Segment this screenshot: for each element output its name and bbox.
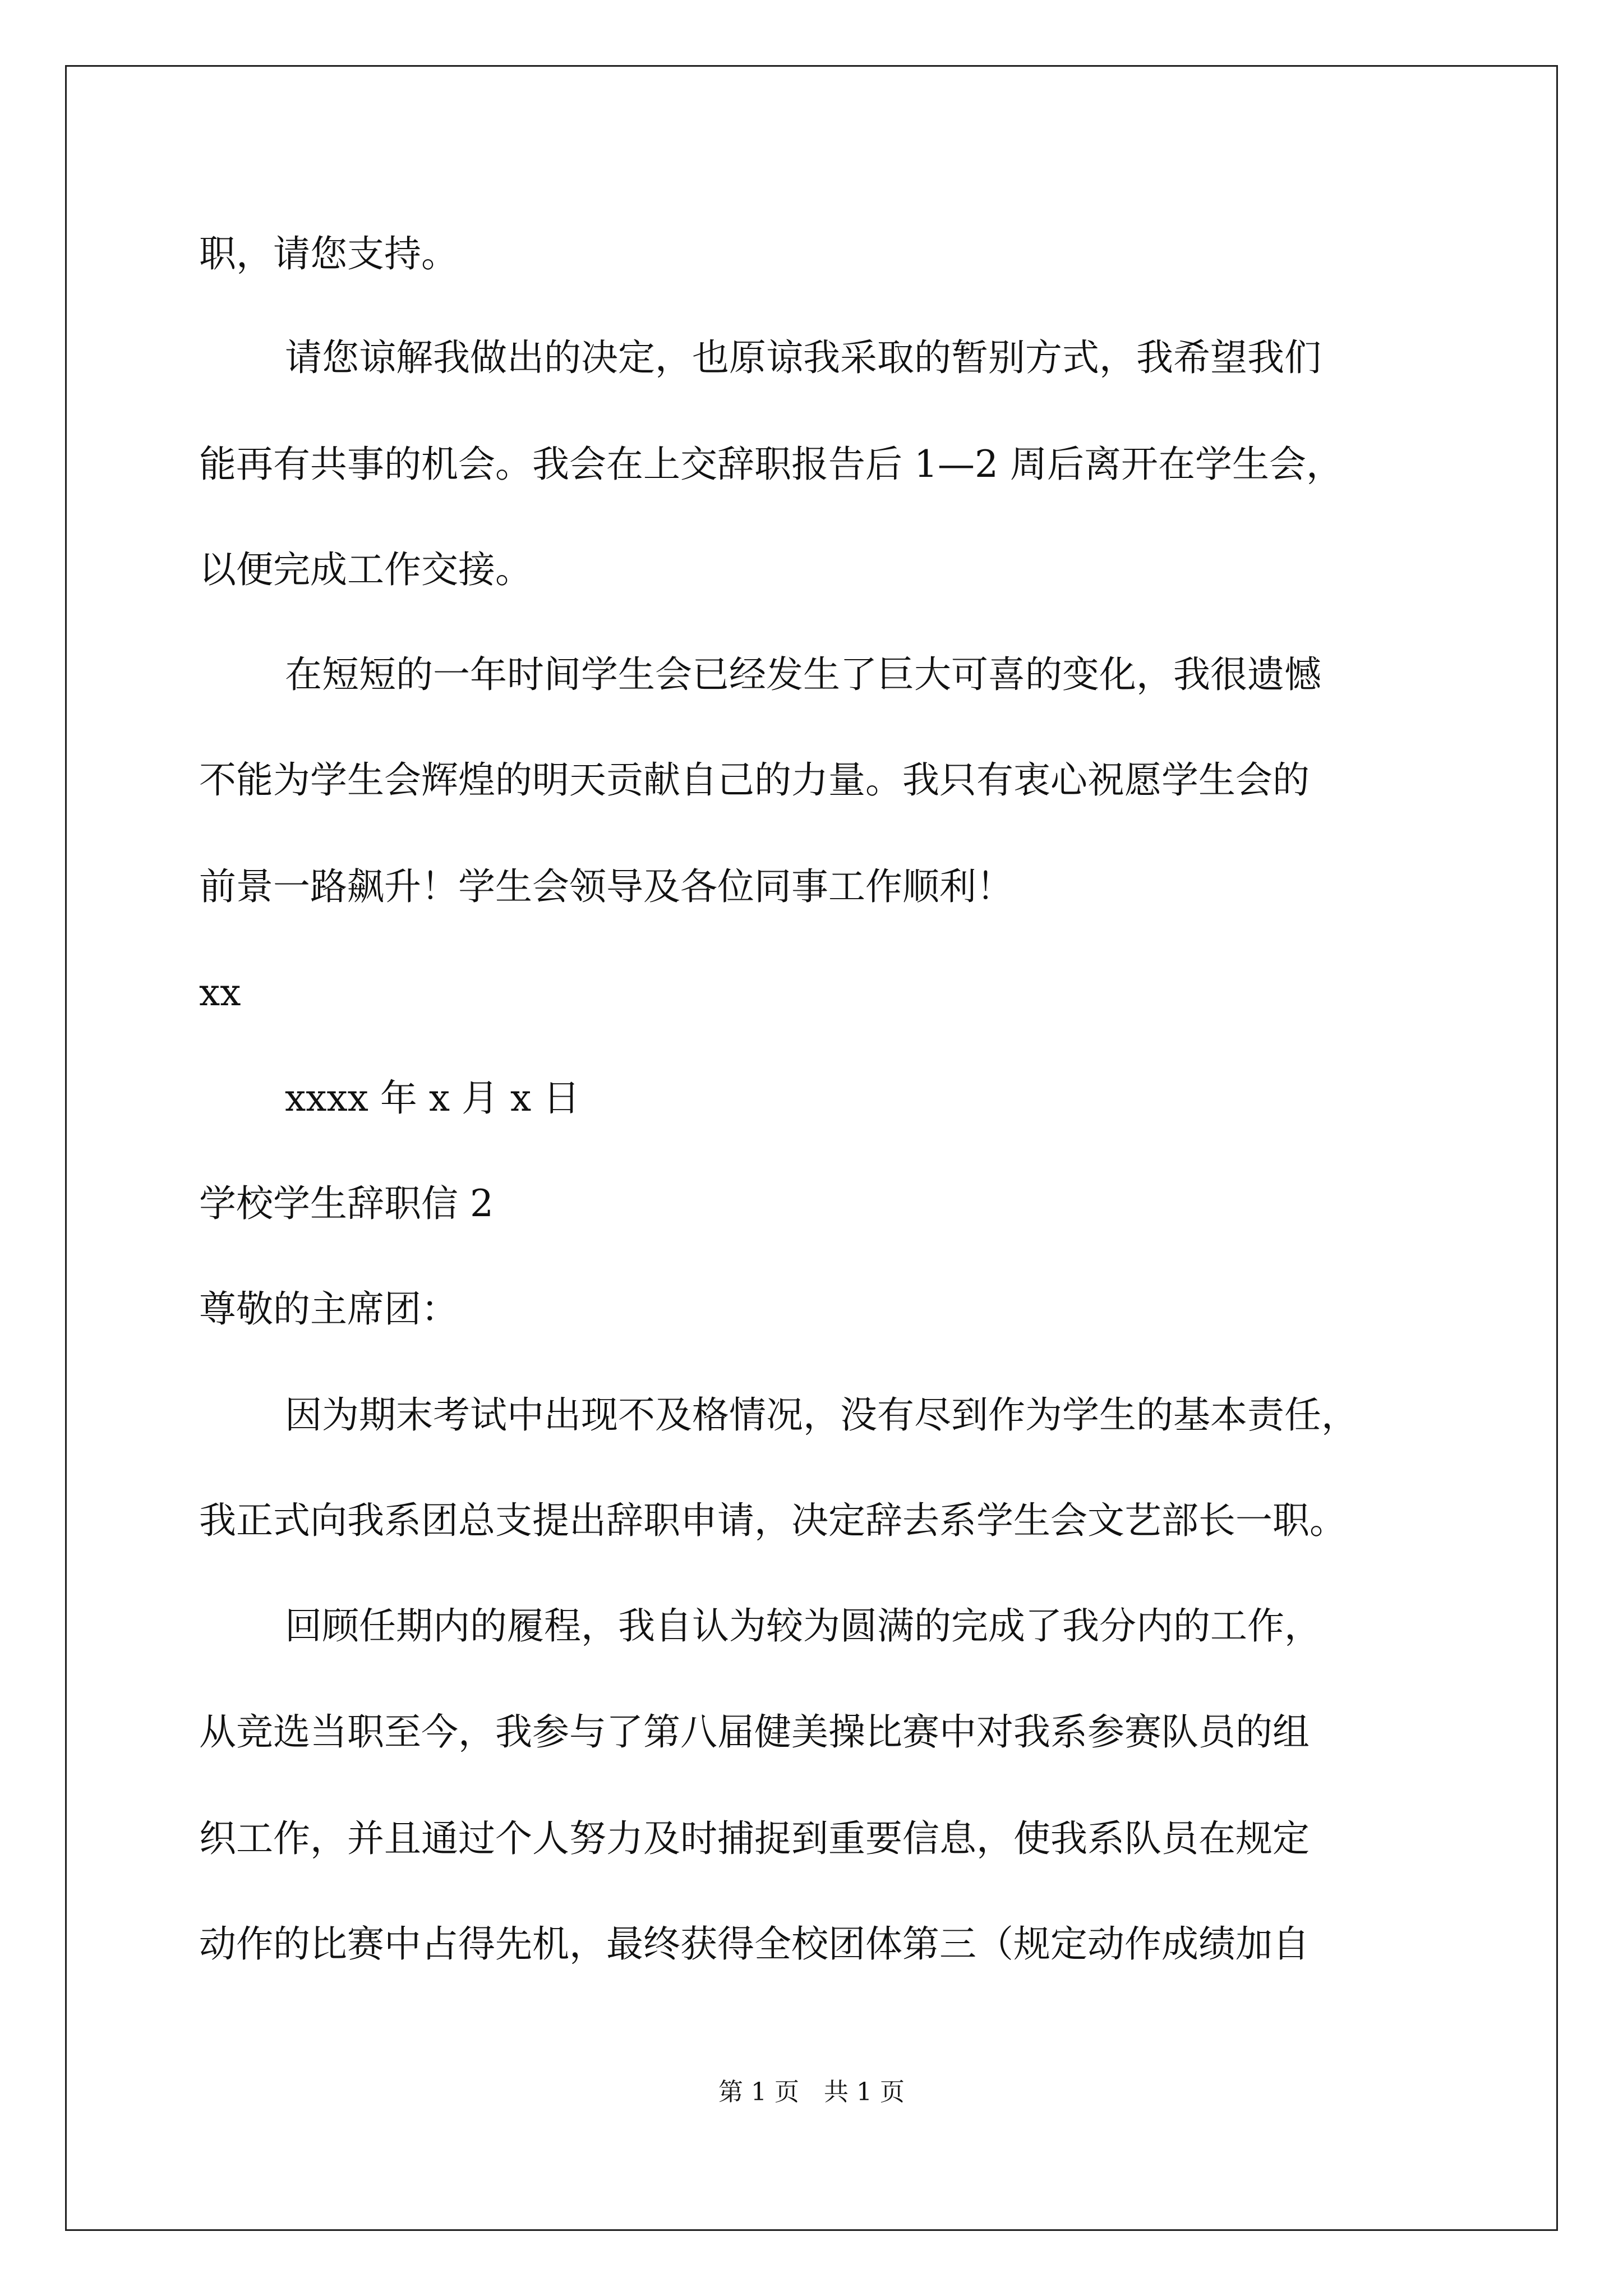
text-line: 以便完成工作交接。 bbox=[199, 548, 532, 591]
text-line: 请您谅解我做出的决定，也原谅我采取的暂别方式，我希望我们 bbox=[285, 336, 1321, 379]
text-line: 前景一路飙升！学生会领导及各位同事工作顺利！ bbox=[199, 865, 1013, 908]
text-line: 职，请您支持。 bbox=[199, 232, 458, 275]
page-border bbox=[65, 65, 1558, 2231]
salutation: 尊敬的主席团： bbox=[199, 1287, 458, 1331]
text-line: 动作的比赛中占得先机，最终获得全校团体第三（规定动作成绩加自 bbox=[199, 1922, 1310, 1966]
text-line: 织工作，并且通过个人努力及时捕捉到重要信息，使我系队员在规定 bbox=[199, 1817, 1310, 1860]
text-line: 因为期末考试中出现不及格情况，没有尽到作为学生的基本责任， bbox=[285, 1393, 1358, 1437]
text-line: 回顾任期内的履程，我自认为较为圆满的完成了我分内的工作， bbox=[285, 1604, 1321, 1648]
text-line: 能再有共事的机会。我会在上交辞职报告后 1—2 周后离开在学生会， bbox=[199, 443, 1343, 486]
page-footer: 第 1 页 共 1 页 bbox=[718, 2078, 905, 2106]
text-line: 在短短的一年时间学生会已经发生了巨大可喜的变化，我很遗憾 bbox=[285, 653, 1321, 696]
text-line: 从竞选当职至今，我参与了第八届健美操比赛中对我系参赛队员的组 bbox=[199, 1710, 1310, 1754]
signature-line: xx bbox=[199, 971, 241, 1014]
date-line: xxxx 年 x 月 x 日 bbox=[285, 1076, 580, 1120]
section-heading: 学校学生辞职信 2 bbox=[199, 1182, 494, 1225]
text-line: 不能为学生会辉煌的明天贡献自己的力量。我只有衷心祝愿学生会的 bbox=[199, 758, 1310, 802]
text-line: 我正式向我系团总支提出辞职申请，决定辞去系学生会文艺部长一职。 bbox=[199, 1499, 1347, 1542]
